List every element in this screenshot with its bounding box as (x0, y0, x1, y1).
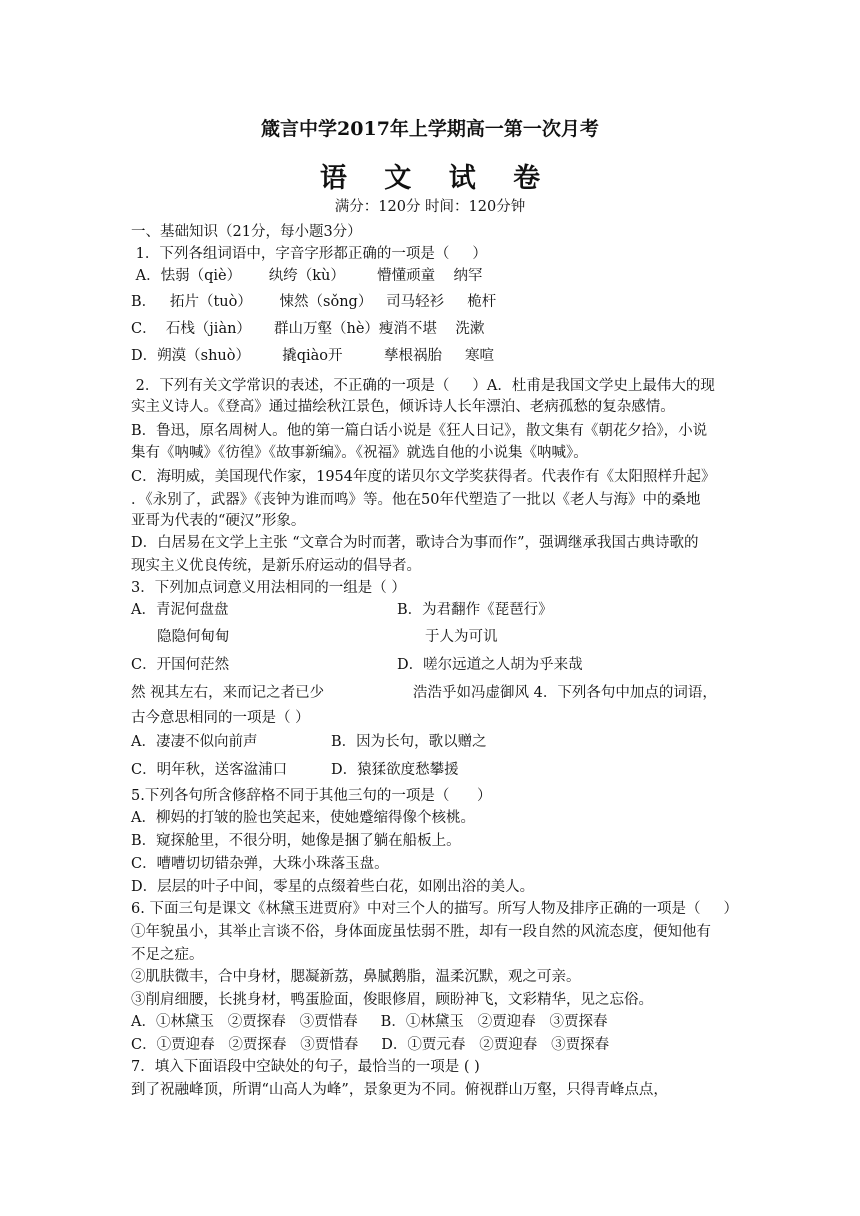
question-5-option-a: A．柳妈的打皱的脸也笑起来，使她蹙缩得像个核桃。 (131, 810, 475, 826)
question-4-option-d: D．猿猱欲度愁攀援 (331, 762, 459, 778)
question-2-line: D．白居易在文学上主张 “文章合为时而著，歌诗合为事而作”，强调继承我国古典诗歌的 (131, 535, 699, 551)
question-5-option-b: B．窥探舱里，不很分明，她像是捆了躺在船板上。 (131, 833, 461, 849)
question-3-option-b-2: 于人为可讥 (425, 629, 498, 645)
question-6-options-cd: C．①贾迎春 ②贾探春 ③贾惜春 D．①贾元春 ②贾迎春 ③贾探春 (131, 1037, 610, 1053)
question-5-stem: 5.下列各句所含修辞格不同于其他三句的一项是（ ） (131, 788, 492, 804)
question-3-option-c: C．开国何茫然 (131, 657, 230, 673)
question-1-option-b: B． 拓片（tuò） 悚然（sǒng） 司马轻衫 桅杆 (131, 294, 497, 310)
question-3-option-d: D．嗟尔远道之人胡为乎来哉 (397, 657, 583, 673)
exam-meta: 满分：120分 时间：120分钟 (334, 199, 526, 215)
question-4-stem: 古今意思相同的一项是（ ） (131, 710, 310, 726)
question-5-option-c: C．嘈嘈切切错杂弹，大珠小珠落玉盘。 (131, 856, 389, 872)
question-3-option-a-2: 隐隐何甸甸 (157, 629, 230, 645)
question-2-line: B．鲁迅，原名周树人。他的第一篇白话小说是《狂人日记》，散文集有《朝花夕拾》，小说 (131, 423, 708, 439)
question-1-option-c: C． 石栈（jiàn） 群山万壑（hè）瘦消不堪 洗漱 (131, 321, 485, 337)
question-6-stem: 6. 下面三句是课文《林黛玉进贾府》中对三个人的描写。所写人物及排序正确的一项是（ ） (131, 901, 738, 917)
question-3-option-d-2: 浩浩乎如冯虚御风 4．下列各句中加点的词语， (413, 685, 717, 701)
question-4-option-a: A．凄凄不似向前声 (131, 734, 258, 750)
question-4-option-c: C．明年秋，送客湓浦口 (131, 762, 288, 778)
question-6-line: ②肌肤微丰，合中身材，腮凝新荔，鼻腻鹅脂，温柔沉默，观之可亲。 (131, 969, 581, 985)
question-3-option-c-2: 然 视其左右，来而记之者已少 (131, 685, 325, 701)
question-6-line: 不足之症。 (131, 947, 204, 963)
question-2-line: 现实主义优良传统，是新乐府运动的倡导者。 (131, 558, 421, 574)
question-3-stem: 3．下列加点词意义用法相同的一组是（ ） (131, 580, 406, 596)
exam-title: 箴言中学2017年上学期高一第一次月考 (261, 118, 599, 140)
question-6-options-ab: A．①林黛玉 ②贾探春 ③贾惜春 B．①林黛玉 ②贾迎春 ③贾探春 (131, 1014, 608, 1030)
question-2-line: 实主义诗人。《登高》通过描绘秋江景色，倾诉诗人长年漂泊、老病孤愁的复杂感情。 (131, 399, 675, 415)
question-2-line: 集有《呐喊》《彷徨》《故事新编》。《祝福》就选自他的小说集《呐喊》。 (131, 445, 588, 461)
question-6-line: ③削肩细腰，长挑身材，鸭蛋脸面，俊眼修眉，顾盼神飞，文彩精华，见之忘俗。 (131, 992, 653, 1008)
question-5-option-d: D．层层的叶子中间，零星的点缀着些白花，如刚出浴的美人。 (131, 879, 535, 895)
question-7-passage: 到了祝融峰顶，所谓“山高人为峰”，景象更为不同。俯视群山万壑，只得青峰点点， (131, 1082, 668, 1098)
question-4-option-b: B．因为长句，歌以赠之 (331, 734, 487, 750)
question-7-stem: 7．填入下面语段中空缺处的句子，最恰当的一项是 ( ) (131, 1059, 480, 1075)
question-1-stem: 1．下列各组词语中，字音字形都正确的一项是（ ） (131, 246, 487, 262)
question-1-option-d: D．朔漠（shuò） 撬qiào开 孳根祸胎 寒喧 (131, 348, 495, 364)
question-2-stem: 2．下列有关文学常识的表述，不正确的一项是（ ）A．杜甫是我国文学史上最伟大的现 (131, 378, 715, 394)
question-2-line: ．《永别了，武器》《丧钟为谁而鸣》等。他在50年代塑造了一批以《老人与海》中的桑地 (131, 492, 701, 508)
exam-subject: 语 文 试 卷 (319, 163, 555, 194)
question-2-line: C．海明威，美国现代作家，1954年度的诺贝尔文学奖获得者。代表作有《太阳照样升起》 (131, 469, 716, 485)
question-3-option-a: A．青泥何盘盘 (131, 602, 229, 618)
question-3-option-b: B．为君翻作《琵琶行》 (397, 602, 553, 618)
question-2-line: 亚哥为代表的“硬汉”形象。 (131, 513, 306, 529)
question-6-line: ①年貌虽小，其举止言谈不俗，身体面庞虽怯弱不胜，却有一段自然的风流态度，便知他有 (131, 924, 711, 940)
section-heading: 一、基础知识（21分，每小题3分） (131, 224, 362, 240)
question-1-option-a: A．怯弱（qiè） 纨绔（kù） 懵懂顽童 纳罕 (131, 268, 483, 284)
